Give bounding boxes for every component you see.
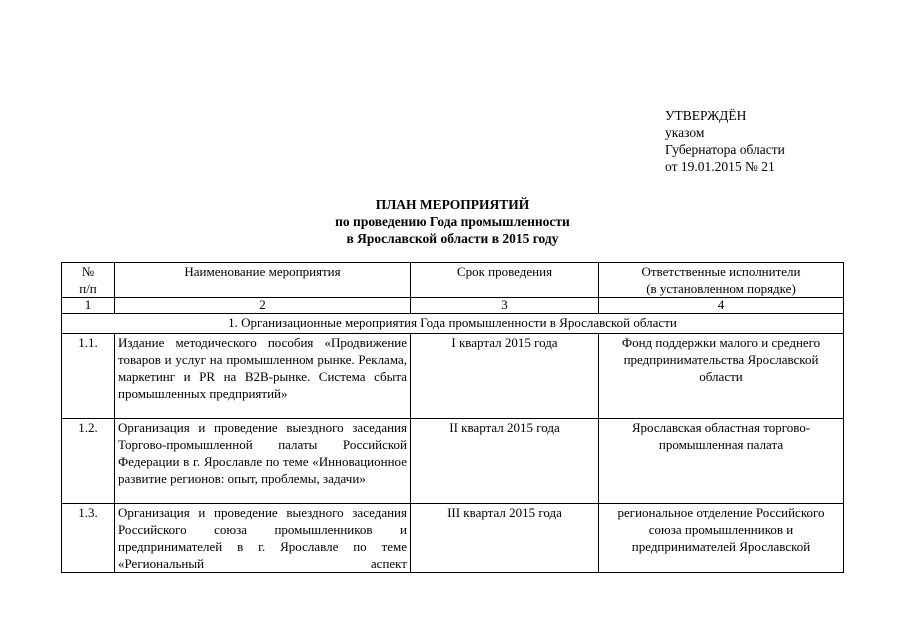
header-resp-line-1: Ответственные исполнители: [641, 264, 801, 279]
section-title: 1. Организационные мероприятия Года промышленности в Ярославской области: [62, 314, 844, 334]
section-row: [62, 314, 844, 334]
table-header-row: [62, 263, 844, 298]
event-responsible: Ярославская областная торгово-промышленная палата: [599, 419, 844, 504]
column-number-row: [62, 298, 844, 314]
row-number: 1.2.: [62, 419, 115, 504]
approval-line-3: Губернатора области: [665, 142, 785, 157]
event-responsible: Фонд поддержки малого и среднего предпринимательства Ярославской области: [599, 334, 844, 419]
approval-line-1: УТВЕРЖДЁН: [665, 108, 747, 123]
column-number: 4: [599, 298, 844, 314]
event-responsible: региональное отделение Российского союза промышленников и предпринимателей Ярославской: [599, 504, 844, 573]
column-number: 3: [411, 298, 599, 314]
title-line-2: по проведению Года промышленности: [335, 214, 570, 229]
event-deadline: I квартал 2015 года: [411, 334, 599, 419]
header-responsible: [599, 263, 844, 298]
event-deadline: III квартал 2015 года: [411, 504, 599, 573]
event-name: Организация и проведение выездного заседания Российского союза промышленников и предпринимателей в г. Ярославле по теме «Региональный аспект: [115, 504, 411, 573]
header-num-line-1: №: [81, 264, 95, 279]
document-title: [0, 196, 905, 247]
table-row: [62, 419, 844, 504]
title-line-1: ПЛАН МЕРОПРИЯТИЙ: [375, 197, 530, 212]
header-resp-line-2: (в установленном порядке): [646, 281, 796, 296]
header-num: [62, 263, 115, 298]
row-number: 1.3.: [62, 504, 115, 573]
table-row: [62, 504, 844, 573]
row-number: 1.1.: [62, 334, 115, 419]
header-deadline: Срок проведения: [411, 263, 599, 298]
approval-line-4: от 19.01.2015 № 21: [665, 159, 775, 174]
events-plan-table: [61, 262, 844, 573]
column-number: 2: [115, 298, 411, 314]
event-name: Организация и проведение выездного заседания Торгово-промышленной палаты Российской Федерации в г. Ярославле по теме «Инновационное развитие регионов: опыт, проблемы, задачи»: [115, 419, 411, 504]
header-name: Наименование мероприятия: [115, 263, 411, 298]
event-name: Издание методического пособия «Продвижение товаров и услуг на промышленном рынке. Реклама, маркетинг и PR на B2B-рынке. Система сбыта промышленных предприятий»: [115, 334, 411, 419]
event-deadline: II квартал 2015 года: [411, 419, 599, 504]
approval-block: [665, 107, 785, 175]
table-row: [62, 334, 844, 419]
header-num-line-2: п/п: [79, 281, 97, 296]
column-number: 1: [62, 298, 115, 314]
approval-line-2: указом: [665, 125, 705, 140]
title-line-3: в Ярославской области в 2015 году: [346, 231, 559, 246]
